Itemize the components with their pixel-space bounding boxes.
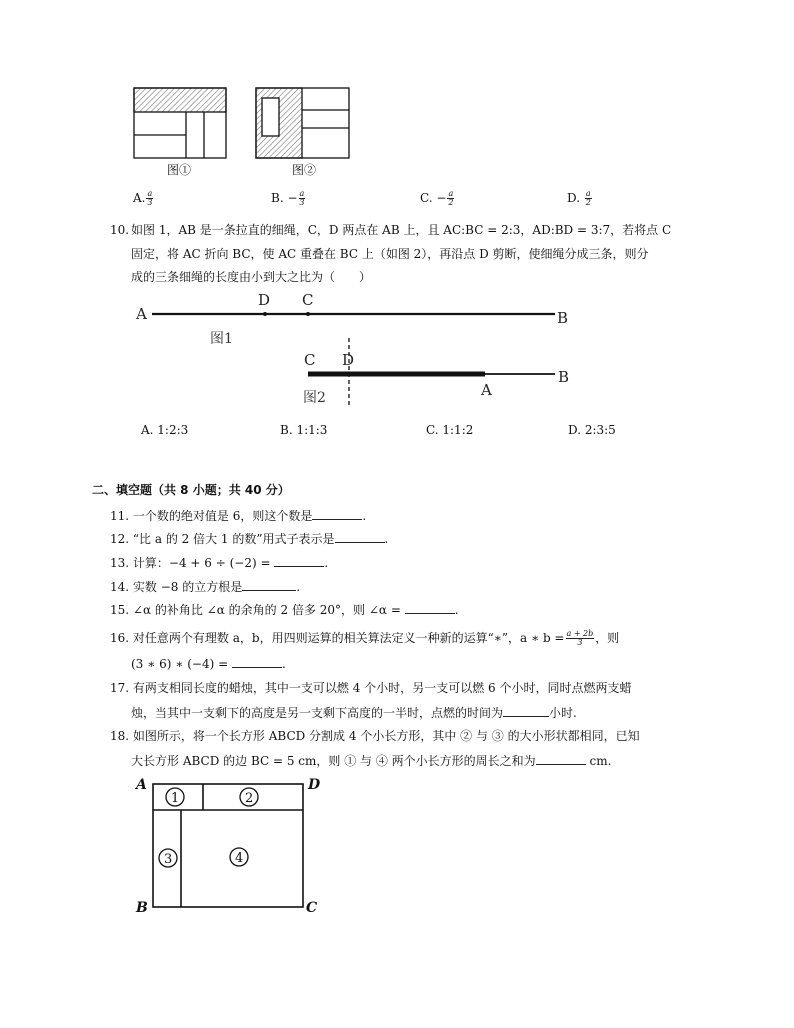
q11-text: 一个数的绝对值是 6，则这个数是 (132, 509, 313, 523)
q13-text: 计算：−4 + 6 ÷ (−2) = (132, 556, 275, 570)
q14: 14. 实数 −8 的立方根是 . (110, 580, 301, 594)
q10-number: 10. (110, 223, 130, 237)
fig1-label-a: A (136, 305, 147, 323)
q17-answer-blank[interactable] (503, 704, 549, 717)
option-fraction: $\frac{a}{2}$ (585, 189, 591, 207)
option-letter: A. (133, 191, 146, 205)
q9-option-c[interactable]: C. − $\frac{a}{2}$ (420, 189, 454, 207)
option-fraction: $\frac{a}{2}$ (448, 189, 454, 207)
q10-option-d[interactable]: D. 2:3:5 (568, 423, 616, 437)
option-letter: B. (271, 191, 284, 205)
q14-text: 实数 −8 的立方根是 (132, 580, 243, 594)
q11-answer-blank[interactable] (312, 507, 362, 520)
q14-number: 14. (110, 580, 130, 594)
q9-option-d[interactable] (567, 190, 593, 207)
q10-option-c[interactable]: C. 1:1:2 (426, 423, 474, 437)
q10-option-b[interactable]: B. 1:1:3 (280, 423, 328, 437)
q16-line2: (3 ∗ 6) ∗ (−4) = . (131, 657, 286, 671)
q14-answer-blank[interactable] (242, 578, 296, 591)
q10-text-line1: 如图 1，AB 是一条拉直的细绳，C，D 两点在 AB 上，且 AC:BC = 2:3，AD:BD = 3:7，若将点 C (131, 223, 672, 237)
q10-option-a[interactable]: A. 1:2:3 (141, 423, 189, 437)
q15-text: ∠α 的补角比 ∠α 的余角的 2 倍多 20°，则 ∠α = (132, 603, 405, 617)
q15-answer-blank[interactable] (405, 601, 455, 614)
fig2-label-b: B (558, 368, 570, 386)
corner-c-label: C (306, 900, 318, 916)
q18-number: 18. (110, 729, 130, 743)
fig2-label-c: C (304, 351, 316, 369)
q13-answer-blank[interactable] (274, 554, 324, 567)
q12-answer-blank[interactable] (335, 530, 385, 543)
corner-a-label: A (136, 777, 147, 793)
figure-1-rectangle (134, 88, 226, 158)
fig2-caption: 图2 (303, 390, 326, 406)
q17-text-2: 烛，当其中一支剩下的高度是另一支剩下高度的一半时，点燃的时间为 (131, 706, 504, 720)
q13: 13. 计算：−4 + 6 ÷ (−2) = . (110, 556, 329, 570)
q18-line1 (110, 728, 640, 744)
q12-number: 12. (110, 532, 130, 546)
q18-text-1: 如图所示，将一个长方形 ABCD 分割成 4 个小长方形，其中 ② 与 ③ 的大小形状都相同，已知 (132, 729, 640, 743)
q17-line1 (110, 680, 631, 696)
q17-text-1: 有两支相同长度的蜡烛，其中一支可以燃 4 个小时，另一支可以燃 6 个小时，同时点燃两支蜡 (132, 681, 632, 695)
region-3-label: 3 (164, 852, 173, 867)
q16-fraction: $\frac{a + 2b}{3}$ (566, 629, 594, 647)
fig2-label-a: A (481, 381, 492, 399)
q18-figure (128, 775, 328, 920)
q12: 12. “比 a 的 2 倍大 1 的数”用式子表示是 . (110, 532, 389, 546)
q10-text-line2: 固定，将 AC 折向 BC，使 AC 重叠在 BC 上（如图 2），再沿点 D 剪断，使细绳分成三条，则分 (131, 247, 649, 261)
option-fraction: $\frac{a}{3}$ (147, 189, 153, 207)
q16-expression: (3 ∗ 6) ∗ (−4) = (131, 657, 232, 671)
q15-number: 15. (110, 603, 130, 617)
fig1-label-d: D (258, 291, 271, 309)
q10-figures (130, 285, 590, 415)
section-2-title: 二、填空题（共 8 小题；共 40 分） (92, 483, 290, 497)
q17-line2: 烛，当其中一支剩下的高度是另一支剩下高度的一半时，点燃的时间为 小时. (131, 706, 577, 720)
figure-1-caption: 图① (167, 163, 192, 177)
q11-number: 11. (110, 509, 130, 523)
figure-2-caption: 图② (292, 163, 317, 177)
q16-text-a: 对任意两个有理数 a，b，用四则运算的相关算法定义一种新的运算“∗”，a ∗ b = (132, 631, 565, 645)
fig2-label-d: D (342, 351, 355, 369)
q16-text-b: ，则 (595, 631, 620, 645)
q12-text: “比 a 的 2 倍大 1 的数”用式子表示是 (132, 532, 335, 546)
corner-b-label: B (136, 900, 148, 916)
region-2-label: 2 (245, 791, 254, 806)
fig1-label-b: B (557, 309, 569, 327)
q9-option-a[interactable] (133, 190, 154, 207)
q9-option-b[interactable]: B. − $\frac{a}{3}$ (271, 189, 305, 207)
figure-2-rectangle (256, 88, 349, 158)
option-fraction: $\frac{a}{3}$ (299, 189, 305, 207)
q18-text-2: 大长方形 ABCD 的边 BC = 5 cm，则 ① 与 ④ 两个小长方形的周长之和为 (131, 754, 536, 768)
option-letter: C. (420, 191, 433, 205)
q10-text-line3: 成的三条细绳的长度由小到大之比为（ ） (131, 270, 372, 284)
q15: 15. ∠α 的补角比 ∠α 的余角的 2 倍多 20°，则 ∠α = . (110, 603, 459, 617)
q16-line1 (110, 630, 619, 647)
fig1-caption: 图1 (210, 331, 233, 347)
corner-d-label: D (308, 777, 321, 793)
q16-number: 16. (110, 631, 130, 645)
region-4-label: 4 (235, 851, 244, 866)
q17-number: 17. (110, 681, 130, 695)
q11: 11. 一个数的绝对值是 6，则这个数是 . (110, 509, 367, 523)
fig1-label-c: C (302, 291, 314, 309)
q16-answer-blank[interactable] (232, 655, 282, 668)
q18-line2: 大长方形 ABCD 的边 BC = 5 cm，则 ① 与 ④ 两个小长方形的周长之和为 cm. (131, 754, 612, 768)
q13-number: 13. (110, 556, 130, 570)
option-letter: D. (567, 191, 581, 205)
q9-figures (120, 80, 370, 185)
q18-answer-blank[interactable] (536, 752, 586, 765)
region-1-label: 1 (171, 791, 180, 806)
